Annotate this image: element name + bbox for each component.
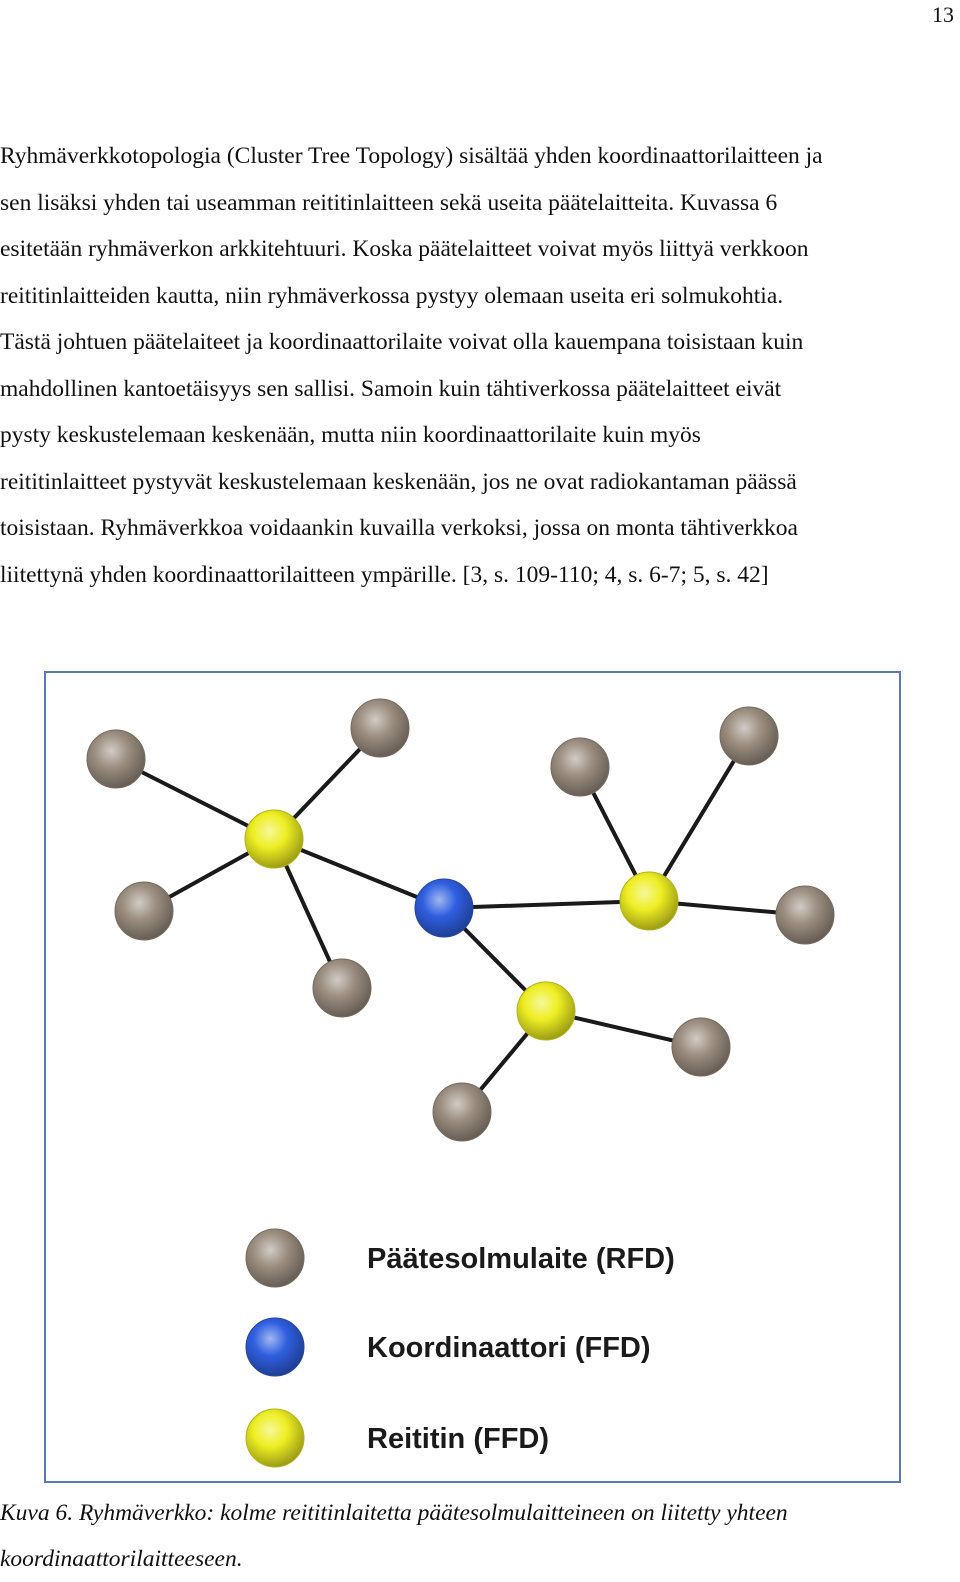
text-line: toisistaan. Ryhmäverkkoa voidaankin kuvailla verkoksi, jossa on monta tähtiverkkoa (0, 515, 798, 541)
text-line: sen lisäksi yhden tai useamman reititinlaitteen sekä useita päätelaitteita. Kuvassa 6 (0, 189, 778, 216)
rfd-node (115, 882, 173, 940)
text-line: reititinlaitteet pystyvät keskustelemaan keskenään, jos ne ovat radiokantaman päässä (0, 468, 797, 495)
figure-caption (0, 1490, 958, 1582)
link-line (464, 929, 525, 991)
rfd-node (351, 699, 409, 757)
rfd-node (433, 1083, 491, 1141)
page-number: 13 (932, 2, 954, 27)
coordinator-node (415, 879, 473, 937)
legend-router-marker (246, 1409, 304, 1467)
caption-line: Kuva 6. Ryhmäverkko: kolme reititinlaitetta päätesolmulaitteineen on liitetty yhteen (0, 1500, 788, 1526)
router-node (620, 872, 678, 930)
rfd-node (672, 1018, 730, 1076)
network-diagram (46, 673, 903, 1485)
link-line (481, 1033, 528, 1089)
rfd-node (87, 730, 145, 788)
text-line: liitettynä yhden koordinaattorilaitteen ympärille. [3, s. 109-110; 4, s. 6-7; 5, s. 42] (0, 561, 769, 588)
text-line: mahdollinen kantoetäisyys sen sallisi. Samoin kuin tähtiverkossa päätelaitteet eivät (0, 375, 782, 402)
figure-frame (44, 671, 901, 1483)
caption-line: koordinaattorilaitteeseen. (0, 1546, 243, 1572)
router-node (245, 810, 303, 868)
text-line: Tästä johtuen päätelaiteet ja koordinaattorilaite voivat olla kauempana toisistaan kuin (0, 329, 804, 355)
nodes-layer (87, 699, 834, 1141)
link-line (664, 761, 734, 876)
rfd-node (776, 886, 834, 944)
text-line: Ryhmäverkkotopologia (Cluster Tree Topology) sisältää yhden koordinaattorilaitteen ja (0, 143, 823, 169)
text-line: reititinlaitteiden kautta, niin ryhmäverkossa pystyy olemaan useita eri solmukohtia. (0, 282, 784, 309)
rfd-node (313, 959, 371, 1017)
text-line: esitetään ryhmäverkon arkkitehtuuri. Koska päätelaitteet voivat myös liittyä verkkoon (0, 236, 809, 262)
legend-coordinator-marker (246, 1318, 304, 1376)
link-line (286, 865, 330, 961)
link-line (678, 904, 776, 913)
link-line (593, 793, 635, 875)
link-line (142, 772, 248, 826)
link-line (169, 853, 248, 897)
link-line (294, 749, 360, 818)
legend-router-label: Reititin (FFD) (367, 1423, 550, 1455)
link-line (301, 850, 417, 897)
body-paragraph (0, 133, 958, 598)
legend (246, 1229, 675, 1467)
rfd-node (720, 707, 778, 765)
router-node (517, 982, 575, 1040)
legend-rfd-label: Päätesolmulaite (RFD) (367, 1243, 675, 1275)
link-line (473, 902, 620, 907)
link-line (574, 1018, 673, 1041)
legend-rfd-marker (246, 1229, 304, 1287)
legend-coordinator-label: Koordinaattori (FFD) (367, 1332, 651, 1364)
text-line: pysty keskustelemaan keskenään, mutta niin koordinaattorilaite kuin myös (0, 422, 701, 448)
rfd-node (551, 738, 609, 796)
